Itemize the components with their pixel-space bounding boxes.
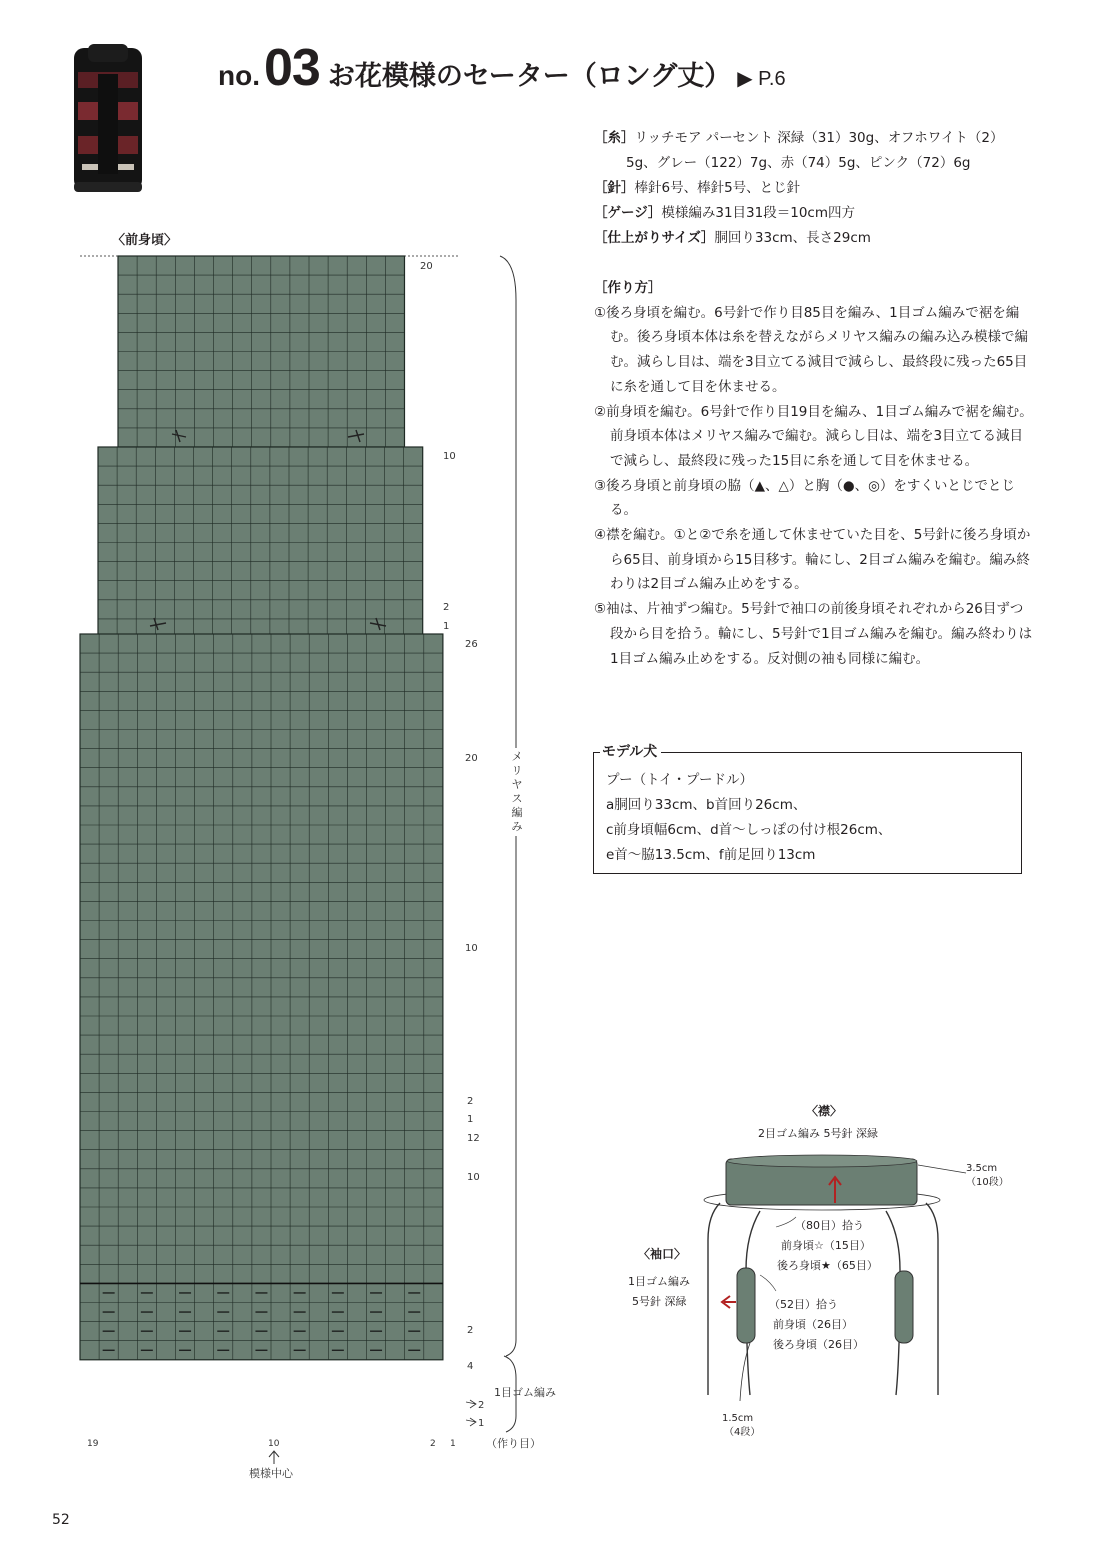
cuff-left [737,1268,755,1343]
row-label: 20 [465,753,478,764]
collar-back: 後ろ身頃★（65目） [777,1259,878,1272]
collar-height-leader [918,1165,966,1173]
materials-line: 5g、グレー（122）7g、赤（74）5g、ピンク（72）6g [626,155,971,171]
page-number: 52 [52,1512,70,1528]
title-main: お花模様のセーター（ロング丈） [327,61,732,92]
row-label: 10 [467,1172,480,1183]
instruction-step: ④襟を編む。①と②で糸を通して休ませていた目を、5号針に後ろ身頃から65目、前身頃から15目移す。輪にし、2目ゴム編みを編む。編み終わりは2目ゴム編み止めをする。 [594,527,1031,593]
row-label: 1 [478,1418,485,1429]
model-dog-title: モデル犬 [600,741,661,761]
cuff-front: 前身頃（26目） [773,1318,853,1331]
row-arrow-icon [466,1418,476,1426]
chart-title: 〈前身頃〉 [112,233,178,248]
collar-rows: （10段） [966,1177,1009,1188]
stockinette-label-char: み [511,820,523,833]
stockinette-label-char: メ [511,750,523,763]
row-label: 2 [467,1325,474,1336]
collar-title: 〈襟〉 [806,1104,843,1118]
row-label: 20 [420,261,433,272]
materials-line: ［糸］リッチモア パーセント 深緑（31）30g、オフホワイト（2） [594,130,1004,146]
cast-on-label: （作り目） [486,1437,541,1450]
cuff-desc-1: 1目ゴム編み [628,1275,690,1288]
row-label: 10 [443,451,456,462]
row-label: 2 [443,602,450,613]
collar-front: 前身頃☆（15目） [781,1239,871,1252]
materials-line: ［仕上がりサイズ］胴回り33cm、長さ29cm [594,230,871,246]
collar-height: 3.5cm [966,1163,998,1174]
instruction-step: ②前身頃を編む。6号針で作り目19目を編み、1目ゴム編みで裾を編む。前身頃本体はメリヤス編みで編む。減らし目は、端を3目立てる減目で減らし、最終段に残った15目に糸を通して目を休ませる。 [594,403,1033,469]
leader-line [776,1217,796,1227]
row-arrow-icon [466,1400,476,1408]
collar-sleeve-diagram [600,1095,1060,1455]
instructions [594,276,1034,671]
title-prefix: no. [218,60,260,91]
row-label: 2 [467,1096,474,1107]
row-label: 1 [443,621,450,632]
col-label: 10 [268,1439,280,1449]
col-label: 1 [450,1439,456,1449]
instruction-step: ①後ろ身頃を編む。6号針で作り目85目を編み、1目ゴム編みで裾を編む。後ろ身頃本体は糸を替えながらメリヤス編みの編み込み模様で編む。減らし目は、端を3目立てる減目で減らし、最終段に残った65目に糸を通して目を休ませる。 [594,304,1028,395]
pattern-center-label: 模様中心 [249,1467,293,1480]
row-label: 4 [467,1361,474,1372]
instruction-step: ③後ろ身頃と前身頃の脇（▲、△）と胸（●、◎）をすくいとじでとじる。 [594,477,1015,519]
row-label: 12 [467,1133,480,1144]
col-label: 19 [87,1439,99,1449]
col-label: 2 [430,1439,436,1449]
row-label: 26 [465,639,478,650]
cuff-right [895,1271,913,1343]
cuff-pick: （52目）拾う [769,1298,838,1311]
cuff-arrow-icon [722,1296,736,1308]
body-outline-right [926,1203,938,1395]
chart-grid [80,256,443,1360]
cuff-rows: （4段） [724,1427,761,1438]
materials-line: ［針］棒針6号、棒針5号、とじ針 [594,180,801,196]
row-label: 10 [465,943,478,954]
model-dog-details: プー（トイ・プードル） a胴回り33cm、b首回り26cm、 c前身頃幅6cm、d首〜しっぽの付け根26cm、 e首〜脇13.5cm、f前足回り13cm [606,772,892,863]
collar-desc: 2目ゴム編み 5号針 深緑 [758,1127,878,1140]
center-arrow-icon [269,1451,279,1464]
leader-line [760,1275,776,1291]
stockinette-label-char: ス [511,792,523,805]
cuff-height: 1.5cm [722,1413,754,1424]
collar-pick: （80目）拾う [795,1219,864,1232]
row-label: 1 [467,1114,474,1125]
title-number: 03 [264,39,320,97]
instructions-heading: ［作り方］ [594,280,662,296]
cuff-desc-2: 5号針 深緑 [632,1295,687,1308]
stockinette-label-char: 編 [511,806,523,819]
instruction-step: ⑤袖は、片袖ずつ編む。5号針で袖口の前後身頃それぞれから26目ずつ段から目を拾う。輪にし、5号針で1目ゴム編みを編む。編み終わりは1目ゴム編み止めをする。反対側の袖も同様に編む。 [594,601,1033,667]
row-label: 2 [478,1400,485,1411]
collar-top [727,1155,917,1167]
materials-list [594,126,1034,251]
stockinette-label [510,748,524,836]
cuff-back: 後ろ身頃（26目） [773,1338,864,1351]
cuff-title: 〈袖口〉 [638,1247,687,1261]
page-reference: ▶ P.6 [737,68,786,90]
rib-label: 1目ゴム編み [494,1386,556,1399]
materials-line: ［ゲージ］模様編み31目31段＝10cm四方 [594,205,855,221]
stockinette-label-char: ヤ [511,778,523,791]
stockinette-label-char: リ [511,764,523,777]
body-outline-left [708,1203,720,1395]
